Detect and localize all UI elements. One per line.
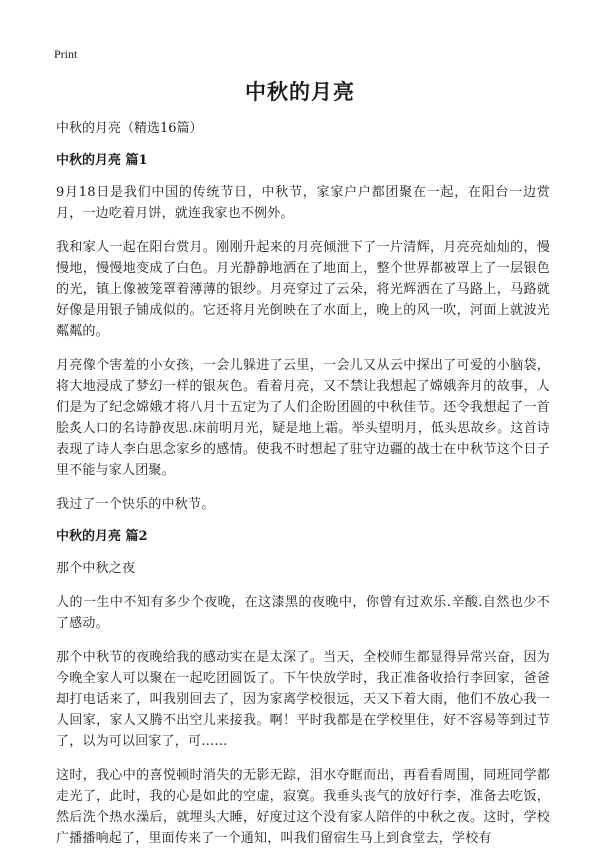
paragraph: 我过了一个快乐的中秋节。 [56, 497, 215, 512]
section-heading: 中秋的月亮 篇2 [56, 529, 148, 544]
document-body [56, 120, 550, 862]
section-heading: 中秋的月亮 篇1 [56, 153, 148, 168]
document-title: 中秋的月亮 [245, 79, 355, 104]
section-2 [56, 528, 550, 849]
section-1 [56, 152, 550, 515]
paragraph: 9月18日是我们中国的传统节日，中秋节，家家户户都团聚在一起，在阳台一边赏月，一边吃着月饼，就连我家也不例外。 [56, 185, 550, 221]
paragraph: 月亮像个害羞的小女孩，一会儿躲进了云里，一会儿又从云中探出了可爱的小脑袋，将大地浸成了梦幻一样的银灰色。看着月亮，又不禁让我想起了嫦娥奔月的故事，人们是为了纪念嫦娥才将八月十五定为了人们企盼团圆的中秋佳节。还令我想起了一首脍炙人口的名诗静夜思.床前明月光，疑是地上霜。举头望明月，低头思故乡。这首诗表现了诗人李白思念家乡的感情。使我不时想起了驻守边疆的战士在中秋节这个日子里不能与家人团聚。 [56, 358, 550, 478]
paragraph: 人的一生中不知有多少个夜晚，在这漆黑的夜晚中，你曾有过欢乐.辛酸.自然也少不了感动。 [56, 595, 550, 631]
document-subtitle: 中秋的月亮（精选16篇） [56, 121, 203, 136]
paragraph: 这时，我心中的喜悦顿时消失的无影无踪，泪水夺眶而出，再看看周围，同班同学都走光了，此时，我的心是如此的空虚，寂寞。我垂头丧气的放好行李，准备去吃饭，然后洗个热水澡后，就埋头大睡，好度过这个没有家人陪伴的中秋之夜。这时，学校广播播响起了，里面传来了一个通知，叫我们留宿生马上到食堂去，学校有 [56, 768, 550, 846]
paragraph: 那个中秋节的夜晚给我的感动实在是太深了。当天，全校师生都显得异常兴奋，因为今晚全家人可以聚在一起吃团圆饭了。下午快放学时，我正准备收拾行李回家，爸爸却打电话来了，叫我别回去了，因为家离学校很远，天又下着大雨，他们不放心我一人回家，家人又腾不出空儿来接我。啊！平时我都是在学校里住，好不容易等到过节了，以为可以回家了，可…… [56, 650, 550, 749]
paragraph: 那个中秋之夜 [56, 561, 136, 576]
print-link[interactable]: Print [54, 47, 78, 61]
paragraph: 我和家人一起在阳台赏月。刚刚升起来的月亮倾泄下了一片清辉，月亮亮灿灿的，慢慢地，慢慢地变成了白色。月光静静地洒在了地面上，整个世界都被罩上了一层银色的光，镇上像被笼罩着薄薄的银纱。月亮穿过了云朵，将光辉洒在了马路上，马路就好像是用银子铺成似的。它还将月光倒映在了水面上，晚上的风一吹，河面上就波光粼粼的。 [56, 240, 550, 339]
